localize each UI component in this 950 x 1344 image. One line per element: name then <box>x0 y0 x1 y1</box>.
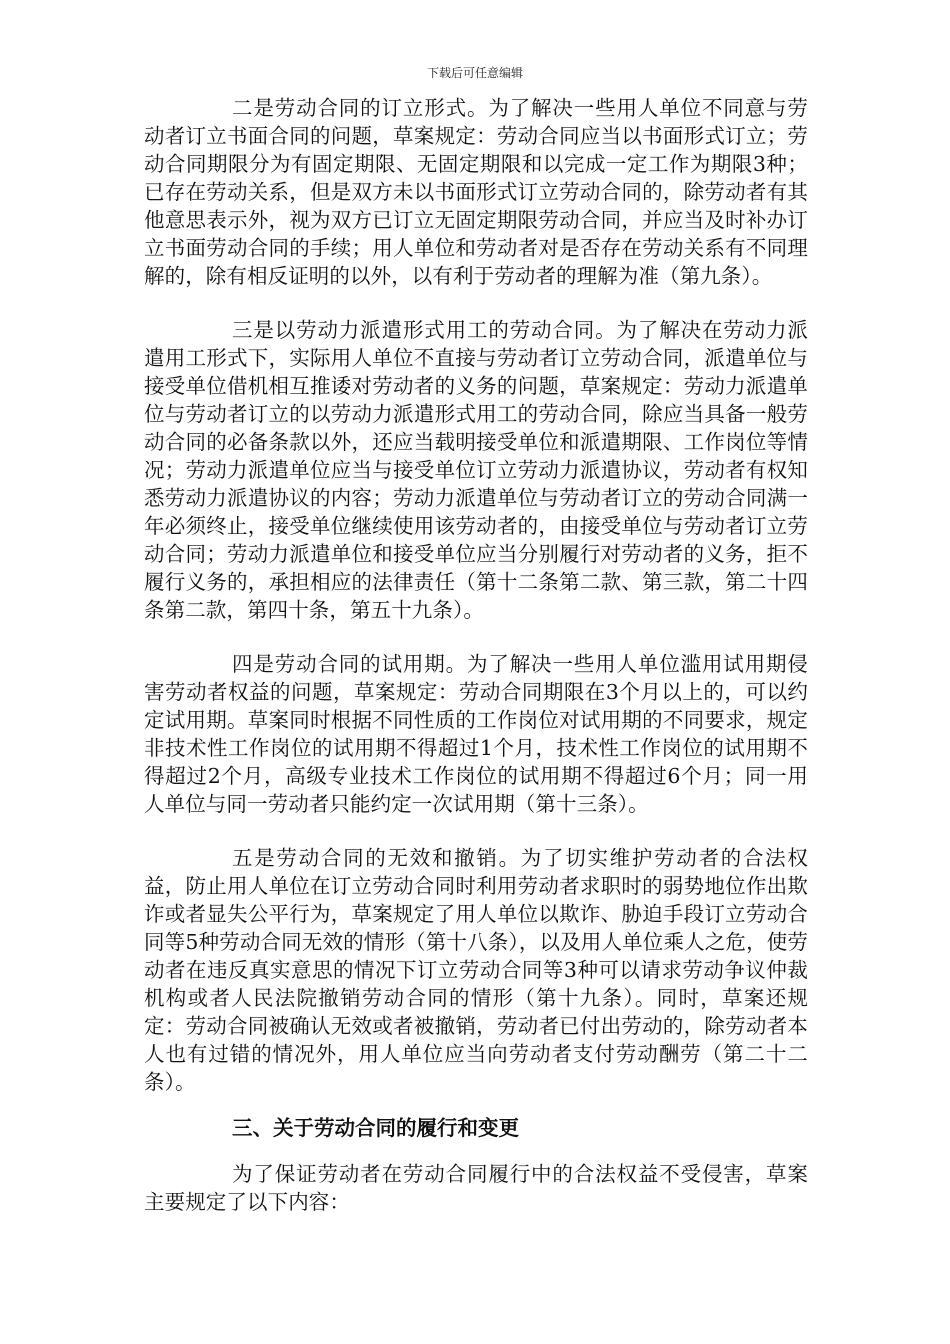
paragraph-probation: 四是劳动合同的试用期。为了解决一些用人单位滥用试用期侵害劳动者权益的问题，草案规定：劳动合同期限在3个月以上的，可以约定试用期。草案同时根据不同性质的工作岗位对试用期的不同要求，规定非技术性工作岗位的试用期不得超过1个月，技术性工作岗位的试用期不得超过2个月，高级专业技术工作岗位的试用期不得超过6个月；同一用人单位与同一劳动者只能约定一次试用期（第十三条）。 <box>144 652 808 816</box>
paragraph-invalidity: 五是劳动合同的无效和撤销。为了切实维护劳动者的合法权益，防止用人单位在订立劳动合同时利用劳动者求职时的弱势地位作出欺诈或者显失公平行为，草案规定了用人单位以欺诈、胁迫手段订立劳动合同等5种劳动合同无效的情形（第十八条），以及用人单位乘人之危，使劳动者在违反真实意思的情况下订立劳动合同等3种可以请求劳动争议仲裁机构或者人民法院撤销劳动合同的情形（第十九条）。同时，草案还规定：劳动合同被确认无效或者被撤销，劳动者已付出劳动的，除劳动者本人也有过错的情况外，用人单位应当向劳动者支付劳动酬劳（第二十二条）。 <box>144 846 808 1094</box>
paragraph-labor-dispatch: 三是以劳动力派遣形式用工的劳动合同。为了解决在劳动力派遣用工形式下，实际用人单位不直接与劳动者订立劳动合同，派遣单位与接受单位借机相互推诿对劳动者的义务的问题，草案规定：劳动力派遣单位与劳动者订立的以劳动力派遣形式用工的劳动合同，除应当具备一般劳动合同的必备条款以外，还应当载明接受单位和派遣期限、工作岗位等情况；劳动力派遣单位应当与接受单位订立劳动力派遣协议，劳动者有权知悉劳动力派遣协议的内容；劳动力派遣单位与劳动者订立的劳动合同满一年必须终止，接受单位继续使用该劳动者的，由接受单位与劳动者订立劳动合同；劳动力派遣单位和接受单位应当分别履行对劳动者的义务，拒不履行义务的，承担相应的法律责任（第十二条第二款、第三款，第二十四条第二款，第四十条，第五十九条）。 <box>144 318 808 622</box>
document-body <box>144 94 808 1216</box>
paragraph-spacer <box>144 818 808 844</box>
paragraph-spacer <box>144 1142 808 1160</box>
paragraph-spacer <box>144 290 808 316</box>
paragraph-closing: 为了保证劳动者在劳动合同履行中的合法权益不受侵害，草案主要规定了以下内容： <box>144 1162 808 1214</box>
header-note: 下载后可任意编辑 <box>426 66 523 80</box>
section-heading: 三、关于劳动合同的履行和变更 <box>232 1116 519 1140</box>
paragraph-contract-form: 二是劳动合同的订立形式。为了解决一些用人单位不同意与劳动者订立书面合同的问题，草案规定：劳动合同应当以书面形式订立；劳动合同期限分为有固定期限、无固定期限和以完成一定工作为期限3种；已存在劳动关系，但是双方未以书面形式订立劳动合同的，除劳动者有其他意思表示外，视为双方已订立无固定期限劳动合同，并应当及时补办订立书面劳动合同的手续；用人单位和劳动者对是否存在劳动关系有不同理解的，除有相反证明的以外，以有利于劳动者的理解为准（第九条）。 <box>144 96 808 288</box>
paragraph-spacer <box>144 624 808 650</box>
paragraph-spacer <box>144 1096 808 1114</box>
